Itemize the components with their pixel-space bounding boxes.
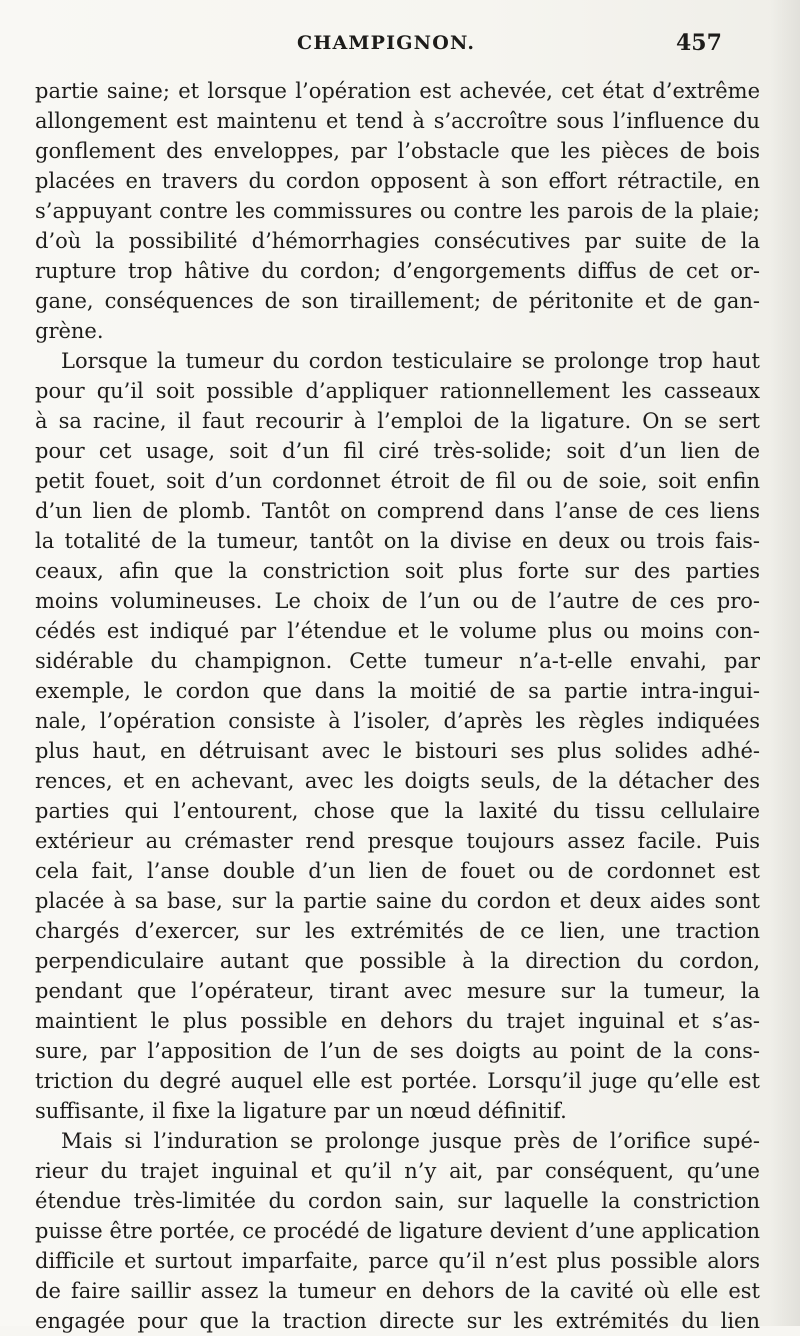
text-line: plus haut, en détruisant avec le bistouri ses plus solides adhé- xyxy=(35,739,760,763)
page-number: 457 xyxy=(676,30,722,56)
text-line: gane, conséquences de son tiraillement; de péritonite et de gan- xyxy=(35,289,760,313)
text-line: rences, et en achevant, avec les doigts seuls, de la détacher des xyxy=(35,769,760,793)
paragraph xyxy=(35,1126,760,1336)
page-edge-shadow xyxy=(770,0,800,1326)
text-line: Mais si l’induration se prolonge jusque près de l’orifice supé- xyxy=(61,1129,760,1153)
text-line: placées en travers du cordon opposent à son effort rétractile, en xyxy=(35,169,760,193)
text-line: parties qui l’entourent, chose que la laxité du tissu cellulaire xyxy=(35,799,760,823)
running-head: CHAMPIGNON. xyxy=(297,32,476,54)
text-line: étendue très-limitée du cordon sain, sur laquelle la constriction xyxy=(35,1189,760,1213)
text-line: perpendiculaire autant que possible à la direction du cordon, xyxy=(35,949,760,973)
text-line: difficile et surtout imparfaite, parce qu’il n’est plus possible alors xyxy=(35,1249,760,1273)
text-line: d’où la possibilité d’hémorrhagies consécutives par suite de la xyxy=(35,229,760,253)
text-line: chargés d’exercer, sur les extrémités de ce lien, une traction xyxy=(35,919,760,943)
page-body xyxy=(35,76,760,1336)
text-line: puisse être portée, ce procédé de ligature devient d’une application xyxy=(35,1219,760,1243)
page-header xyxy=(0,26,800,66)
text-line: sidérable du champignon. Cette tumeur n’a-t-elle envahi, par xyxy=(35,649,760,673)
text-line: rupture trop hâtive du cordon; d’engorgements diffus de cet or- xyxy=(35,259,760,283)
text-line: à sa racine, il faut recourir à l’emploi de la ligature. On se sert xyxy=(35,409,760,433)
text-line: moins volumineuses. Le choix de l’un ou de l’autre de ces pro- xyxy=(35,589,760,613)
paragraph xyxy=(35,346,760,1126)
text-line: d’un lien de plomb. Tantôt on comprend dans l’anse de ces liens xyxy=(35,499,760,523)
text-line: nale, l’opération consiste à l’isoler, d’après les règles indiquées xyxy=(35,709,760,733)
text-line: ceaux, afin que la constriction soit plus forte sur des parties xyxy=(35,559,760,583)
paragraph xyxy=(35,76,760,346)
text-line: placée à sa base, sur la partie saine du cordon et deux aides sont xyxy=(35,889,760,913)
text-line: la totalité de la tumeur, tantôt on la divise en deux ou trois fais- xyxy=(35,529,760,553)
text-line: pour qu’il soit possible d’appliquer rationnellement les casseaux xyxy=(35,379,760,403)
text-line: Lorsque la tumeur du cordon testiculaire se prolonge trop haut xyxy=(61,349,760,373)
text-line: pendant que l’opérateur, tirant avec mesure sur la tumeur, la xyxy=(35,979,760,1003)
text-line: allongement est maintenu et tend à s’accroître sous l’influence du xyxy=(35,109,760,133)
text-line: exemple, le cordon que dans la moitié de sa partie intra-ingui- xyxy=(35,679,760,703)
text-line: grène. xyxy=(35,319,104,343)
text-line: sure, par l’apposition de l’un de ses doigts au point de la cons- xyxy=(35,1039,760,1063)
text-line: petit fouet, soit d’un cordonnet étroit de fil ou de soie, soit enfin xyxy=(35,469,760,493)
text-line: de faire saillir assez la tumeur en dehors de la cavité où elle est xyxy=(35,1279,760,1303)
text-line: pour cet usage, soit d’un fil ciré très-solide; soit d’un lien de xyxy=(35,439,760,463)
text-line: triction du degré auquel elle est portée. Lorsqu’il juge qu’elle est xyxy=(35,1069,760,1093)
text-line: suffisante, il fixe la ligature par un nœud définitif. xyxy=(35,1099,567,1123)
text-line: partie saine; et lorsque l’opération est achevée, cet état d’extrême xyxy=(35,79,760,103)
text-line: rieur du trajet inguinal et qu’il n’y ait, par conséquent, qu’une xyxy=(35,1159,760,1183)
text-line: cédés est indiqué par l’étendue et le volume plus ou moins con- xyxy=(35,619,760,643)
text-line: gonflement des enveloppes, par l’obstacle que les pièces de bois xyxy=(35,139,760,163)
text-line: engagée pour que la traction directe sur les extrémités du lien xyxy=(35,1309,760,1333)
text-line: s’appuyant contre les commissures ou contre les parois de la plaie; xyxy=(35,199,760,223)
text-line: cela fait, l’anse double d’un lien de fouet ou de cordonnet est xyxy=(35,859,760,883)
text-line: extérieur au crémaster rend presque toujours assez facile. Puis xyxy=(35,829,760,853)
text-line: maintient le plus possible en dehors du trajet inguinal et s’as- xyxy=(35,1009,760,1033)
